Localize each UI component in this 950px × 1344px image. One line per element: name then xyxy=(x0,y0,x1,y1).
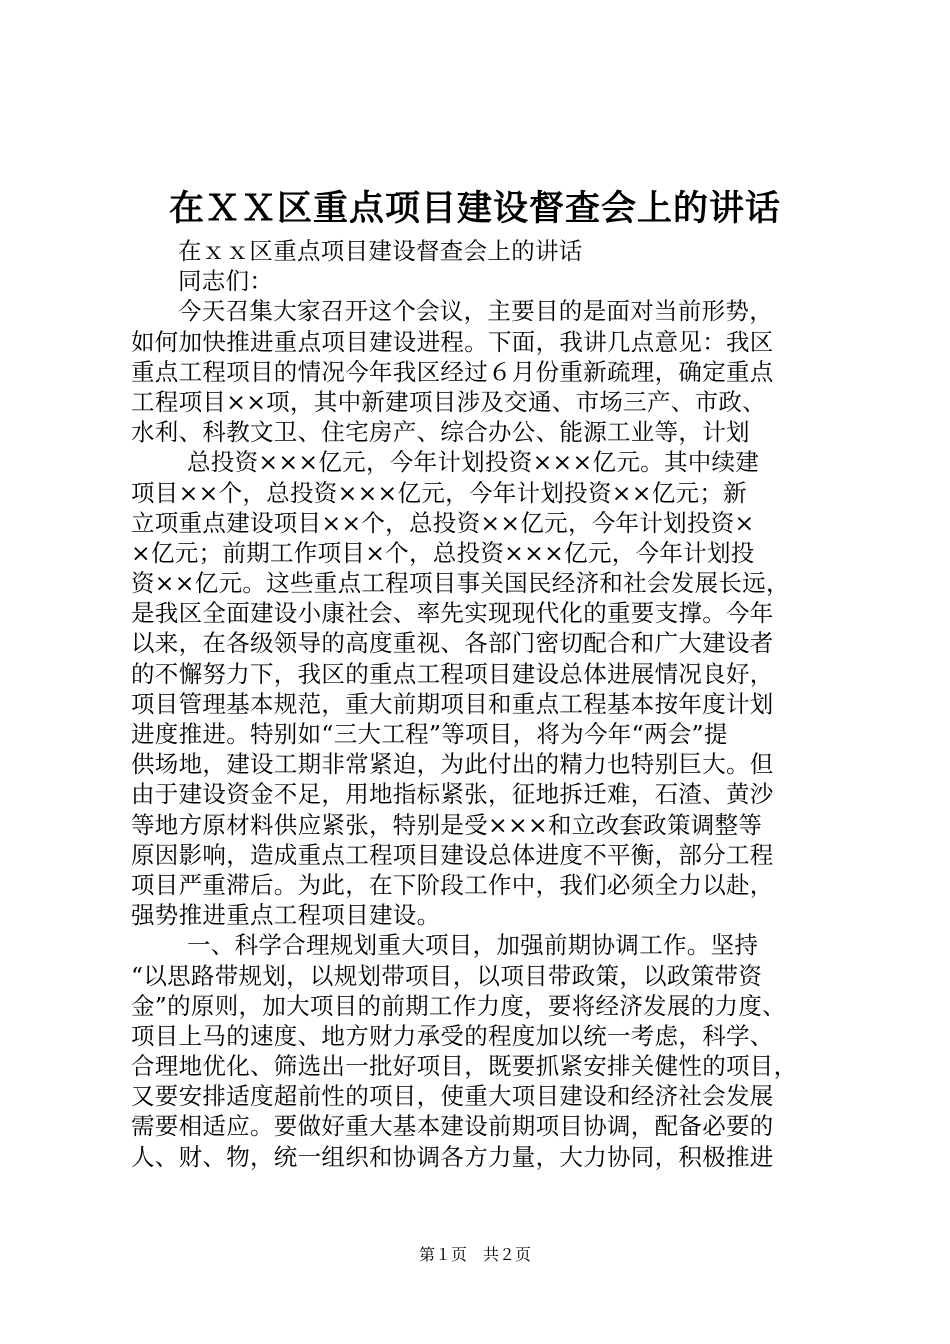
paragraph-line: 原因影响，造成重点工程项目建设总体进度不平衡，部分工程 xyxy=(131,840,774,869)
paragraph-line: 重点工程项目的情况今年我区经过６月份重新疏理，确定重点 xyxy=(131,357,774,386)
paragraph-line: 项目上马的速度、地方财力承受的程度加以统一考虑，科学、 xyxy=(131,1021,774,1050)
document-body xyxy=(131,236,846,1172)
salutation-line: 同志们： xyxy=(178,267,274,296)
paragraph-line: 人、财、物，统一组织和协调各方力量，大力协同，积极推进 xyxy=(131,1142,774,1171)
section-heading-line: 一、科学合理规划重大项目，加强前期协调工作。坚持 xyxy=(187,931,759,960)
paragraph-line: 工程项目××项，其中新建项目涉及交通、市场三产、市政、 xyxy=(131,387,766,416)
subtitle-line: 在ｘｘ区重点项目建设督查会上的讲话 xyxy=(178,237,583,265)
paragraph-line: 合理地优化、筛选出一批好项目，既要抓紧安排关健性的项目， xyxy=(131,1052,798,1081)
paragraph-line: 项目管理基本规范，重大前期项目和重点工程基本按年度计划 xyxy=(131,689,774,718)
document-title: 在ＸＸ区重点项目建设督查会上的讲话 xyxy=(168,188,781,229)
paragraph-line: 金”的原则，加大项目的前期工作力度，要将经济发展的力度、 xyxy=(131,991,786,1020)
paragraph-line: 立项重点建设项目××个，总投资××亿元，今年计划投资× xyxy=(131,508,755,537)
page-number-footer: 第１页 共２页 xyxy=(418,1245,531,1264)
paragraph-line: 总投资×××亿元，今年计划投资×××亿元。其中续建 xyxy=(187,448,760,477)
paragraph-line: 等地方原材料供应紧张，特别是受×××和立改套政策调整等 xyxy=(131,810,763,839)
paragraph-line: 以来，在各级领导的高度重视、各部门密切配合和广大建设者 xyxy=(131,629,774,658)
paragraph-line: 水利、科教文卫、住宅房产、综合办公、能源工业等，计划 xyxy=(131,418,750,447)
paragraph-line: “以思路带规划，以规划带项目，以项目带政策，以政策带资 xyxy=(131,961,763,990)
paragraph-line: 由于建设资金不足，用地指标紧张，征地拆迁难，石渣、黄沙 xyxy=(131,780,774,809)
paragraph-line: 需要相适应。要做好重大基本建设前期项目协调，配备必要的 xyxy=(131,1112,774,1141)
paragraph-line: 今天召集大家召开这个会议，主要目的是面对当前形势， xyxy=(178,297,773,326)
paragraph-line: 项目××个，总投资×××亿元，今年计划投资××亿元；新 xyxy=(131,478,747,507)
paragraph-line: 强势推进重点工程项目建设。 xyxy=(131,901,441,930)
paragraph-line: 进度推进。特别如“三大工程”等项目，将为今年“两会”提 xyxy=(131,720,728,748)
paragraph-line: 供场地，建设工期非常紧迫，为此付出的精力也特别巨大。但 xyxy=(131,750,774,779)
paragraph-line: 是我区全面建设小康社会、率先实现现代化的重要支撑。今年 xyxy=(131,599,774,628)
paragraph-line: 项目严重滞后。为此，在下阶段工作中，我们必须全力以赴， xyxy=(131,870,774,899)
paragraph-line: ×亿元；前期工作项目×个，总投资×××亿元，今年计划投 xyxy=(131,538,755,567)
paragraph-line: 的不懈努力下，我区的重点工程项目建设总体进展情况良好， xyxy=(131,659,774,688)
paragraph-line: 资××亿元。这些重点工程项目事关国民经济和社会发展长远， xyxy=(131,569,790,598)
paragraph-line: 又要安排适度超前性的项目，使重大项目建设和经济社会发展 xyxy=(131,1082,774,1111)
paragraph-line: 如何加快推进重点项目建设进程。下面，我讲几点意见：我区 xyxy=(131,327,774,356)
